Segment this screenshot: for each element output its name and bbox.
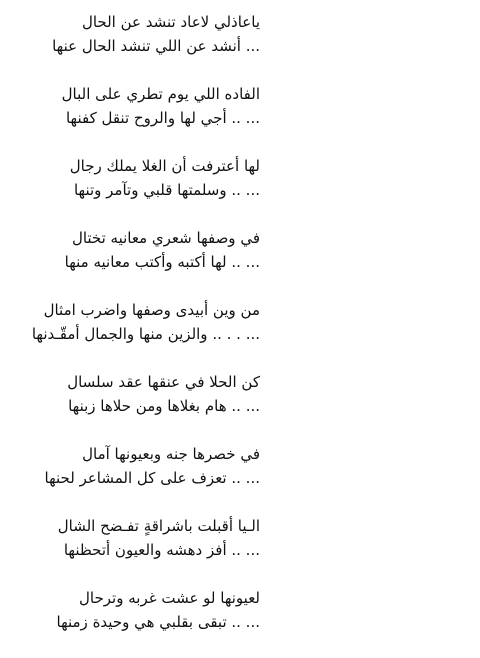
verse-line-second: ... .. أجي لها والروح تنقل كفنها bbox=[65, 109, 260, 127]
stanza bbox=[0, 370, 260, 442]
stanza bbox=[0, 586, 260, 658]
verse-line-second: ... .. تعزف على كل المشاعر لحنها bbox=[44, 469, 260, 487]
verse-line-first: لعيونها لو عشت غربه وترحال bbox=[79, 589, 260, 607]
verse-line-second: ... .. وسلمتها قلبي وتآمر وتنها bbox=[73, 181, 260, 199]
stanza bbox=[0, 226, 260, 298]
stanza bbox=[0, 154, 260, 226]
verse-line-first: الفاده اللي يوم تطري على البال bbox=[61, 85, 260, 103]
verse-line-second: ... .. تبقى بقلبي هي وحيدة زمنها bbox=[56, 613, 260, 631]
verse-line-first: في وصفها شعري معانيه تختال bbox=[71, 229, 260, 247]
verse-line-second: ... .. لها أكتبه وأكتب معانيه منها bbox=[64, 253, 260, 271]
stanza bbox=[0, 298, 260, 370]
verse-line-first: الـيا أقبلت باشراقةٍ تفـضح الشال bbox=[57, 517, 260, 535]
verse-line-first: من وين أبيدى وصفها واضرب امثال bbox=[43, 301, 260, 319]
verse-line-first: في خصرها جنه وبعيونها آمال bbox=[82, 445, 260, 463]
verse-line-first: كن الحلا في عنقها عقد سلسال bbox=[67, 373, 260, 391]
verse-line-second: ... . . .. والزين منها والجمال أمقّـدنها bbox=[31, 325, 260, 343]
verse-line-second: ... .. هام بغلاها ومن حلاها زبنها bbox=[68, 397, 260, 415]
stanza bbox=[0, 514, 260, 586]
verse-line-second: ... .. أفز دهشه والعيون أتحظنها bbox=[63, 541, 260, 559]
stanza bbox=[0, 10, 260, 82]
verse-line-first: ياعاذلي لاعاد تنشد عن الحال bbox=[81, 13, 260, 31]
verse-line-first: لها أعترفت أن الغلا يملك رجال bbox=[69, 157, 260, 175]
poem-body bbox=[0, 10, 260, 658]
stanza bbox=[0, 82, 260, 154]
verse-line-second: ... أنشد عن اللي تنشد الحال عنها bbox=[52, 37, 260, 55]
stanza bbox=[0, 442, 260, 514]
